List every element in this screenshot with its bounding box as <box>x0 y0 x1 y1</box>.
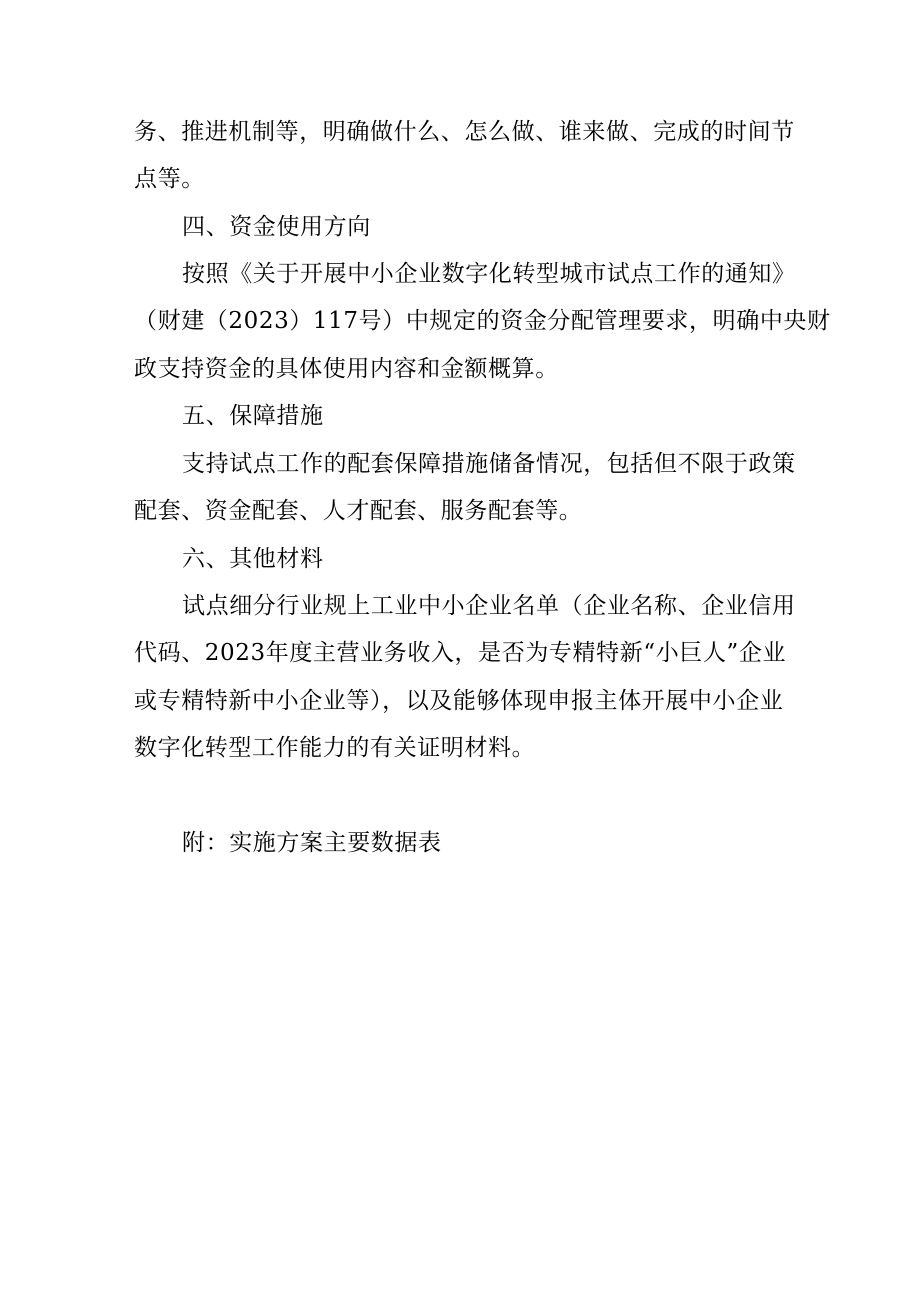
attachment-note: 附：实施方案主要数据表 <box>182 830 442 856</box>
paragraph-line: 配套、资金配套、人才配套、服务配套等。 <box>134 498 583 524</box>
paragraph-line: 代码、2023年度主营业务收入，是否为专精特新“小巨人”企业 <box>134 640 787 666</box>
paragraph-line: 按照《关于开展中小企业数字化转型城市试点工作的通知》 <box>182 261 796 287</box>
paragraph-line: 试点细分行业规上工业中小企业名单（企业名称、企业信用 <box>182 593 796 619</box>
paragraph-line: 或专精特新中小企业等），以及能够体现申报主体开展中小企业 <box>134 688 784 714</box>
section-heading-safeguards: 五、保障措施 <box>182 403 324 429</box>
paragraph-line: 数字化转型工作能力的有关证明材料。 <box>134 735 536 761</box>
paragraph-line: 务、推进机制等，明确做什么、怎么做、谁来做、完成的时间节 <box>134 119 795 145</box>
paragraph-line: 政支持资金的具体使用内容和金额概算。 <box>134 356 559 382</box>
section-heading-other-materials: 六、其他材料 <box>182 546 324 572</box>
paragraph-line: 支持试点工作的配套保障措施储备情况，包括但不限于政策 <box>182 451 796 477</box>
section-heading-funding: 四、资金使用方向 <box>182 214 371 240</box>
paragraph-line: （财建（2023）117号）中规定的资金分配管理要求，明确中央财 <box>134 308 831 334</box>
paragraph-line: 点等。 <box>134 166 205 192</box>
